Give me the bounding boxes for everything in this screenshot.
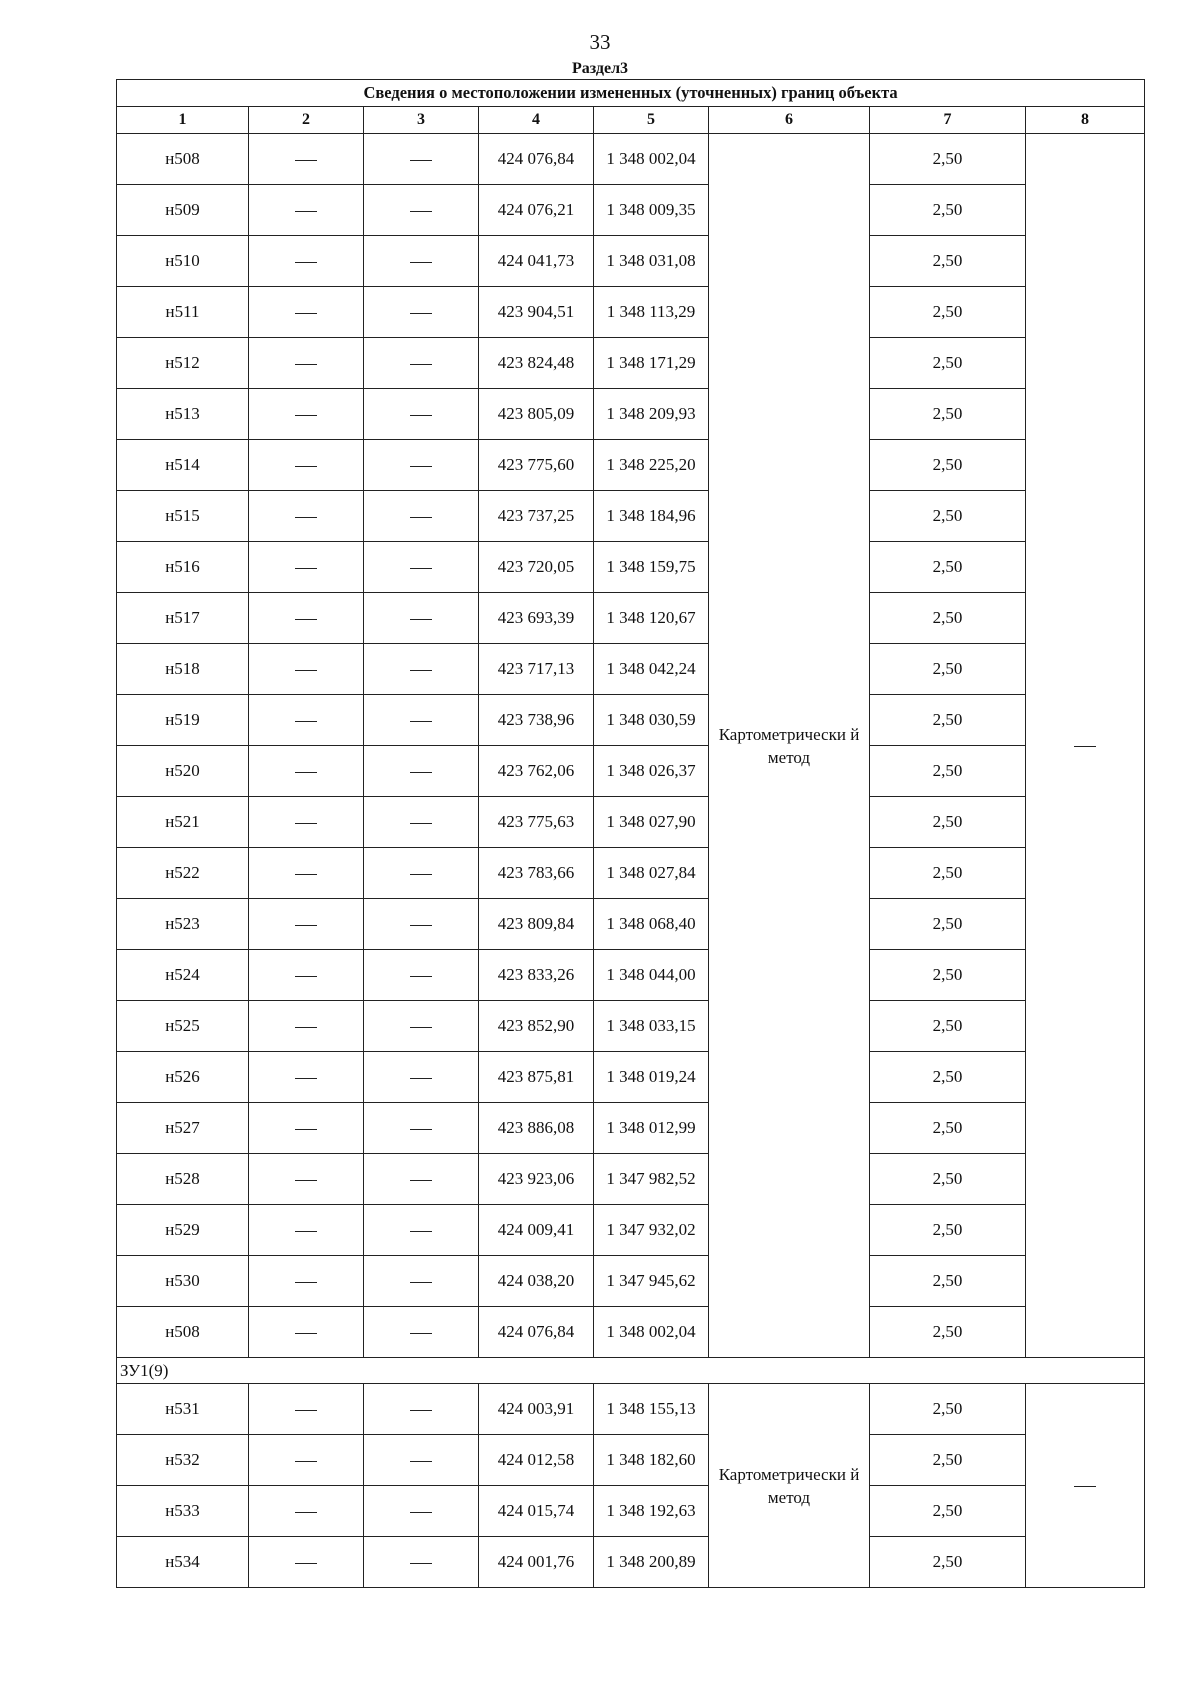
coordinate-x: 424 009,41 bbox=[479, 1205, 594, 1256]
dash-mark bbox=[295, 568, 317, 569]
column-header-2: 2 bbox=[249, 107, 364, 134]
point-name: н525 bbox=[117, 1001, 249, 1052]
point-name: н516 bbox=[117, 542, 249, 593]
table-row bbox=[117, 644, 1145, 695]
empty-value-dash bbox=[249, 1384, 364, 1435]
point-name: н517 bbox=[117, 593, 249, 644]
point-name: н528 bbox=[117, 1154, 249, 1205]
coordinate-x: 423 875,81 bbox=[479, 1052, 594, 1103]
dash-mark bbox=[295, 1180, 317, 1181]
accuracy-value: 2,50 bbox=[870, 1435, 1026, 1486]
accuracy-value: 2,50 bbox=[870, 440, 1026, 491]
coordinate-y: 1 348 030,59 bbox=[594, 695, 709, 746]
empty-value-dash bbox=[249, 542, 364, 593]
dash-mark bbox=[410, 211, 432, 212]
empty-value-dash bbox=[249, 389, 364, 440]
coordinate-y: 1 348 002,04 bbox=[594, 134, 709, 185]
empty-value-dash bbox=[364, 950, 479, 1001]
dash-mark bbox=[410, 1027, 432, 1028]
dash-mark bbox=[410, 160, 432, 161]
dash-mark bbox=[410, 364, 432, 365]
group-label-row bbox=[117, 1358, 1145, 1384]
coordinate-y: 1 348 155,13 bbox=[594, 1384, 709, 1435]
table-row bbox=[117, 1307, 1145, 1358]
dash-mark bbox=[410, 1231, 432, 1232]
coordinate-x: 423 737,25 bbox=[479, 491, 594, 542]
empty-value-dash bbox=[249, 338, 364, 389]
dash-mark bbox=[410, 568, 432, 569]
empty-value-dash bbox=[364, 848, 479, 899]
coordinate-x: 424 076,84 bbox=[479, 1307, 594, 1358]
dash-mark bbox=[295, 262, 317, 263]
column-header-1: 1 bbox=[117, 107, 249, 134]
coordinate-y: 1 348 068,40 bbox=[594, 899, 709, 950]
coordinate-y: 1 348 002,04 bbox=[594, 1307, 709, 1358]
empty-value-dash bbox=[364, 134, 479, 185]
empty-value-dash bbox=[364, 1256, 479, 1307]
empty-value-dash bbox=[249, 1486, 364, 1537]
coordinate-y: 1 348 033,15 bbox=[594, 1001, 709, 1052]
coordinate-y: 1 348 012,99 bbox=[594, 1103, 709, 1154]
dash-mark bbox=[295, 1027, 317, 1028]
accuracy-value: 2,50 bbox=[870, 1307, 1026, 1358]
empty-value-dash bbox=[249, 1103, 364, 1154]
table-row bbox=[117, 338, 1145, 389]
accuracy-value: 2,50 bbox=[870, 134, 1026, 185]
table-row bbox=[117, 1001, 1145, 1052]
point-name: н514 bbox=[117, 440, 249, 491]
table-row bbox=[117, 746, 1145, 797]
coordinate-x: 423 805,09 bbox=[479, 389, 594, 440]
dash-mark bbox=[295, 721, 317, 722]
table-row bbox=[117, 491, 1145, 542]
method-cell: Картометрически й метод bbox=[709, 134, 870, 1358]
column-8-dash bbox=[1026, 1384, 1145, 1588]
column-header-3: 3 bbox=[364, 107, 479, 134]
accuracy-value: 2,50 bbox=[870, 1537, 1026, 1588]
table-row bbox=[117, 287, 1145, 338]
empty-value-dash bbox=[364, 1384, 479, 1435]
table-row bbox=[117, 1435, 1145, 1486]
dash-mark bbox=[410, 874, 432, 875]
table-row bbox=[117, 797, 1145, 848]
coordinate-x: 424 003,91 bbox=[479, 1384, 594, 1435]
dash-mark bbox=[410, 1461, 432, 1462]
accuracy-value: 2,50 bbox=[870, 1384, 1026, 1435]
empty-value-dash bbox=[364, 746, 479, 797]
column-header-8: 8 bbox=[1026, 107, 1145, 134]
empty-value-dash bbox=[364, 389, 479, 440]
table-row bbox=[117, 593, 1145, 644]
dash-mark bbox=[410, 517, 432, 518]
empty-value-dash bbox=[364, 236, 479, 287]
coordinate-x: 423 904,51 bbox=[479, 287, 594, 338]
accuracy-value: 2,50 bbox=[870, 695, 1026, 746]
empty-value-dash bbox=[364, 1307, 479, 1358]
accuracy-value: 2,50 bbox=[870, 542, 1026, 593]
dash-mark bbox=[410, 772, 432, 773]
coordinate-x: 423 775,63 bbox=[479, 797, 594, 848]
empty-value-dash bbox=[249, 134, 364, 185]
coordinate-y: 1 348 027,84 bbox=[594, 848, 709, 899]
dash-mark bbox=[410, 415, 432, 416]
dash-mark bbox=[410, 619, 432, 620]
accuracy-value: 2,50 bbox=[870, 746, 1026, 797]
empty-value-dash bbox=[364, 1486, 479, 1537]
group-label: ЗУ1(9) bbox=[117, 1358, 1145, 1384]
dash-mark bbox=[295, 313, 317, 314]
dash-mark bbox=[295, 160, 317, 161]
page-number: 33 bbox=[589, 30, 611, 54]
column-header-4: 4 bbox=[479, 107, 594, 134]
empty-value-dash bbox=[249, 1537, 364, 1588]
empty-value-dash bbox=[364, 644, 479, 695]
empty-value-dash bbox=[249, 1001, 364, 1052]
point-name: н521 bbox=[117, 797, 249, 848]
coordinate-x: 423 923,06 bbox=[479, 1154, 594, 1205]
empty-value-dash bbox=[364, 1052, 479, 1103]
point-name: н522 bbox=[117, 848, 249, 899]
table-row bbox=[117, 1205, 1145, 1256]
accuracy-value: 2,50 bbox=[870, 1486, 1026, 1537]
dash-mark bbox=[295, 1461, 317, 1462]
point-name: н527 bbox=[117, 1103, 249, 1154]
coordinate-y: 1 348 044,00 bbox=[594, 950, 709, 1001]
dash-mark bbox=[410, 1282, 432, 1283]
coordinate-x: 423 886,08 bbox=[479, 1103, 594, 1154]
coordinate-y: 1 348 200,89 bbox=[594, 1537, 709, 1588]
coordinate-x: 423 833,26 bbox=[479, 950, 594, 1001]
point-name: н523 bbox=[117, 899, 249, 950]
accuracy-value: 2,50 bbox=[870, 1256, 1026, 1307]
empty-value-dash bbox=[249, 440, 364, 491]
point-name: н508 bbox=[117, 134, 249, 185]
coordinate-x: 423 738,96 bbox=[479, 695, 594, 746]
dash-mark bbox=[295, 925, 317, 926]
empty-value-dash bbox=[249, 185, 364, 236]
accuracy-value: 2,50 bbox=[870, 287, 1026, 338]
empty-value-dash bbox=[364, 338, 479, 389]
dash-mark bbox=[410, 1129, 432, 1130]
point-name: н534 bbox=[117, 1537, 249, 1588]
table-row bbox=[117, 1384, 1145, 1435]
point-name: н508 bbox=[117, 1307, 249, 1358]
dash-mark bbox=[410, 1180, 432, 1181]
dash-mark bbox=[410, 1410, 432, 1411]
accuracy-value: 2,50 bbox=[870, 185, 1026, 236]
coordinate-x: 424 076,21 bbox=[479, 185, 594, 236]
table-row bbox=[117, 848, 1145, 899]
dash-mark bbox=[295, 1563, 317, 1564]
empty-value-dash bbox=[364, 1103, 479, 1154]
accuracy-value: 2,50 bbox=[870, 899, 1026, 950]
empty-value-dash bbox=[364, 491, 479, 542]
method-cell: Картометрически й метод bbox=[709, 1384, 870, 1588]
coordinate-y: 1 348 120,67 bbox=[594, 593, 709, 644]
dash-mark bbox=[295, 1333, 317, 1334]
dash-mark bbox=[295, 976, 317, 977]
coordinate-y: 1 348 184,96 bbox=[594, 491, 709, 542]
empty-value-dash bbox=[249, 1154, 364, 1205]
empty-value-dash bbox=[249, 644, 364, 695]
point-name: н530 bbox=[117, 1256, 249, 1307]
coordinate-x: 424 041,73 bbox=[479, 236, 594, 287]
table-row bbox=[117, 1256, 1145, 1307]
empty-value-dash bbox=[249, 1256, 364, 1307]
accuracy-value: 2,50 bbox=[870, 1001, 1026, 1052]
coordinate-x: 423 852,90 bbox=[479, 1001, 594, 1052]
boundary-coordinates-table bbox=[116, 79, 1145, 1588]
empty-value-dash bbox=[364, 542, 479, 593]
empty-value-dash bbox=[364, 695, 479, 746]
dash-mark bbox=[295, 823, 317, 824]
table-row bbox=[117, 1486, 1145, 1537]
empty-value-dash bbox=[364, 797, 479, 848]
point-name: н511 bbox=[117, 287, 249, 338]
accuracy-value: 2,50 bbox=[870, 236, 1026, 287]
dash-mark bbox=[410, 1512, 432, 1513]
empty-value-dash bbox=[364, 1001, 479, 1052]
dash-mark bbox=[410, 1078, 432, 1079]
dash-mark bbox=[410, 670, 432, 671]
table-row bbox=[117, 1537, 1145, 1588]
accuracy-value: 2,50 bbox=[870, 1052, 1026, 1103]
dash-mark bbox=[295, 1410, 317, 1411]
table-row bbox=[117, 695, 1145, 746]
dash-mark bbox=[410, 823, 432, 824]
empty-value-dash bbox=[249, 1052, 364, 1103]
dash-mark bbox=[410, 262, 432, 263]
point-name: н533 bbox=[117, 1486, 249, 1537]
point-name: н519 bbox=[117, 695, 249, 746]
empty-value-dash bbox=[364, 593, 479, 644]
dash-mark bbox=[295, 1231, 317, 1232]
coordinate-x: 424 012,58 bbox=[479, 1435, 594, 1486]
coordinate-x: 424 038,20 bbox=[479, 1256, 594, 1307]
empty-value-dash bbox=[249, 1205, 364, 1256]
point-name: н513 bbox=[117, 389, 249, 440]
coordinate-x: 424 001,76 bbox=[479, 1537, 594, 1588]
accuracy-value: 2,50 bbox=[870, 491, 1026, 542]
empty-value-dash bbox=[249, 491, 364, 542]
empty-value-dash bbox=[249, 797, 364, 848]
dash-mark bbox=[295, 1129, 317, 1130]
empty-value-dash bbox=[249, 848, 364, 899]
point-name: н526 bbox=[117, 1052, 249, 1103]
empty-value-dash bbox=[249, 950, 364, 1001]
coordinate-x: 423 762,06 bbox=[479, 746, 594, 797]
empty-value-dash bbox=[249, 899, 364, 950]
coordinate-y: 1 348 113,29 bbox=[594, 287, 709, 338]
dash-mark bbox=[410, 925, 432, 926]
empty-value-dash bbox=[364, 185, 479, 236]
column-header-6: 6 bbox=[709, 107, 870, 134]
coordinate-y: 1 348 019,24 bbox=[594, 1052, 709, 1103]
dash-mark bbox=[410, 466, 432, 467]
point-name: н531 bbox=[117, 1384, 249, 1435]
empty-value-dash bbox=[364, 440, 479, 491]
accuracy-value: 2,50 bbox=[870, 848, 1026, 899]
dash-mark bbox=[295, 619, 317, 620]
table-row bbox=[117, 1052, 1145, 1103]
point-name: н524 bbox=[117, 950, 249, 1001]
coordinate-y: 1 347 932,02 bbox=[594, 1205, 709, 1256]
accuracy-value: 2,50 bbox=[870, 593, 1026, 644]
table-row bbox=[117, 440, 1145, 491]
accuracy-value: 2,50 bbox=[870, 389, 1026, 440]
empty-value-dash bbox=[364, 1205, 479, 1256]
coordinate-y: 1 348 171,29 bbox=[594, 338, 709, 389]
coordinate-y: 1 348 225,20 bbox=[594, 440, 709, 491]
empty-value-dash bbox=[249, 1307, 364, 1358]
point-name: н509 bbox=[117, 185, 249, 236]
coordinate-x: 423 824,48 bbox=[479, 338, 594, 389]
point-name: н532 bbox=[117, 1435, 249, 1486]
empty-value-dash bbox=[364, 1435, 479, 1486]
coordinate-y: 1 348 031,08 bbox=[594, 236, 709, 287]
empty-value-dash bbox=[364, 287, 479, 338]
empty-value-dash bbox=[364, 1537, 479, 1588]
coordinate-y: 1 348 042,24 bbox=[594, 644, 709, 695]
accuracy-value: 2,50 bbox=[870, 950, 1026, 1001]
empty-value-dash bbox=[364, 899, 479, 950]
dash-mark bbox=[295, 211, 317, 212]
empty-value-dash bbox=[249, 236, 364, 287]
table-row bbox=[117, 899, 1145, 950]
table-row bbox=[117, 1103, 1145, 1154]
coordinate-y: 1 348 026,37 bbox=[594, 746, 709, 797]
dash-mark bbox=[410, 976, 432, 977]
table-row bbox=[117, 134, 1145, 185]
dash-mark bbox=[295, 364, 317, 365]
point-name: н518 bbox=[117, 644, 249, 695]
coordinate-y: 1 348 192,63 bbox=[594, 1486, 709, 1537]
dash-mark bbox=[295, 772, 317, 773]
coordinate-y: 1 348 209,93 bbox=[594, 389, 709, 440]
accuracy-value: 2,50 bbox=[870, 644, 1026, 695]
accuracy-value: 2,50 bbox=[870, 1154, 1026, 1205]
table-row bbox=[117, 185, 1145, 236]
coordinate-x: 423 693,39 bbox=[479, 593, 594, 644]
point-name: н520 bbox=[117, 746, 249, 797]
coordinate-x: 423 717,13 bbox=[479, 644, 594, 695]
table-row bbox=[117, 236, 1145, 287]
column-header-7: 7 bbox=[870, 107, 1026, 134]
table-row bbox=[117, 950, 1145, 1001]
point-name: н512 bbox=[117, 338, 249, 389]
column-header-5: 5 bbox=[594, 107, 709, 134]
accuracy-value: 2,50 bbox=[870, 797, 1026, 848]
dash-mark bbox=[295, 517, 317, 518]
coordinate-y: 1 348 009,35 bbox=[594, 185, 709, 236]
accuracy-value: 2,50 bbox=[870, 1205, 1026, 1256]
empty-value-dash bbox=[249, 746, 364, 797]
dash-mark bbox=[1074, 1486, 1096, 1487]
table-row bbox=[117, 1154, 1145, 1205]
dash-mark bbox=[410, 1563, 432, 1564]
accuracy-value: 2,50 bbox=[870, 338, 1026, 389]
dash-mark bbox=[295, 1282, 317, 1283]
coordinate-x: 424 076,84 bbox=[479, 134, 594, 185]
empty-value-dash bbox=[364, 1154, 479, 1205]
dash-mark bbox=[295, 1078, 317, 1079]
coordinate-x: 423 783,66 bbox=[479, 848, 594, 899]
empty-value-dash bbox=[249, 287, 364, 338]
dash-mark bbox=[1074, 746, 1096, 747]
dash-mark bbox=[410, 1333, 432, 1334]
table-row bbox=[117, 542, 1145, 593]
coordinate-y: 1 347 945,62 bbox=[594, 1256, 709, 1307]
coordinate-x: 423 720,05 bbox=[479, 542, 594, 593]
coordinate-x: 423 809,84 bbox=[479, 899, 594, 950]
accuracy-value: 2,50 bbox=[870, 1103, 1026, 1154]
coordinate-y: 1 347 982,52 bbox=[594, 1154, 709, 1205]
coordinate-y: 1 348 159,75 bbox=[594, 542, 709, 593]
column-8-dash bbox=[1026, 134, 1145, 1358]
coordinate-x: 423 775,60 bbox=[479, 440, 594, 491]
coordinate-y: 1 348 027,90 bbox=[594, 797, 709, 848]
empty-value-dash bbox=[249, 695, 364, 746]
dash-mark bbox=[295, 1512, 317, 1513]
point-name: н515 bbox=[117, 491, 249, 542]
dash-mark bbox=[410, 313, 432, 314]
coordinate-x: 424 015,74 bbox=[479, 1486, 594, 1537]
coordinate-y: 1 348 182,60 bbox=[594, 1435, 709, 1486]
point-name: н529 bbox=[117, 1205, 249, 1256]
dash-mark bbox=[295, 466, 317, 467]
dash-mark bbox=[295, 415, 317, 416]
dash-mark bbox=[295, 670, 317, 671]
table-row bbox=[117, 389, 1145, 440]
empty-value-dash bbox=[249, 1435, 364, 1486]
dash-mark bbox=[295, 874, 317, 875]
section-title: Раздел3 bbox=[571, 60, 629, 77]
empty-value-dash bbox=[249, 593, 364, 644]
dash-mark bbox=[410, 721, 432, 722]
table-title: Сведения о местоположении измененных (уточненных) границ объекта bbox=[117, 80, 1145, 107]
point-name: н510 bbox=[117, 236, 249, 287]
